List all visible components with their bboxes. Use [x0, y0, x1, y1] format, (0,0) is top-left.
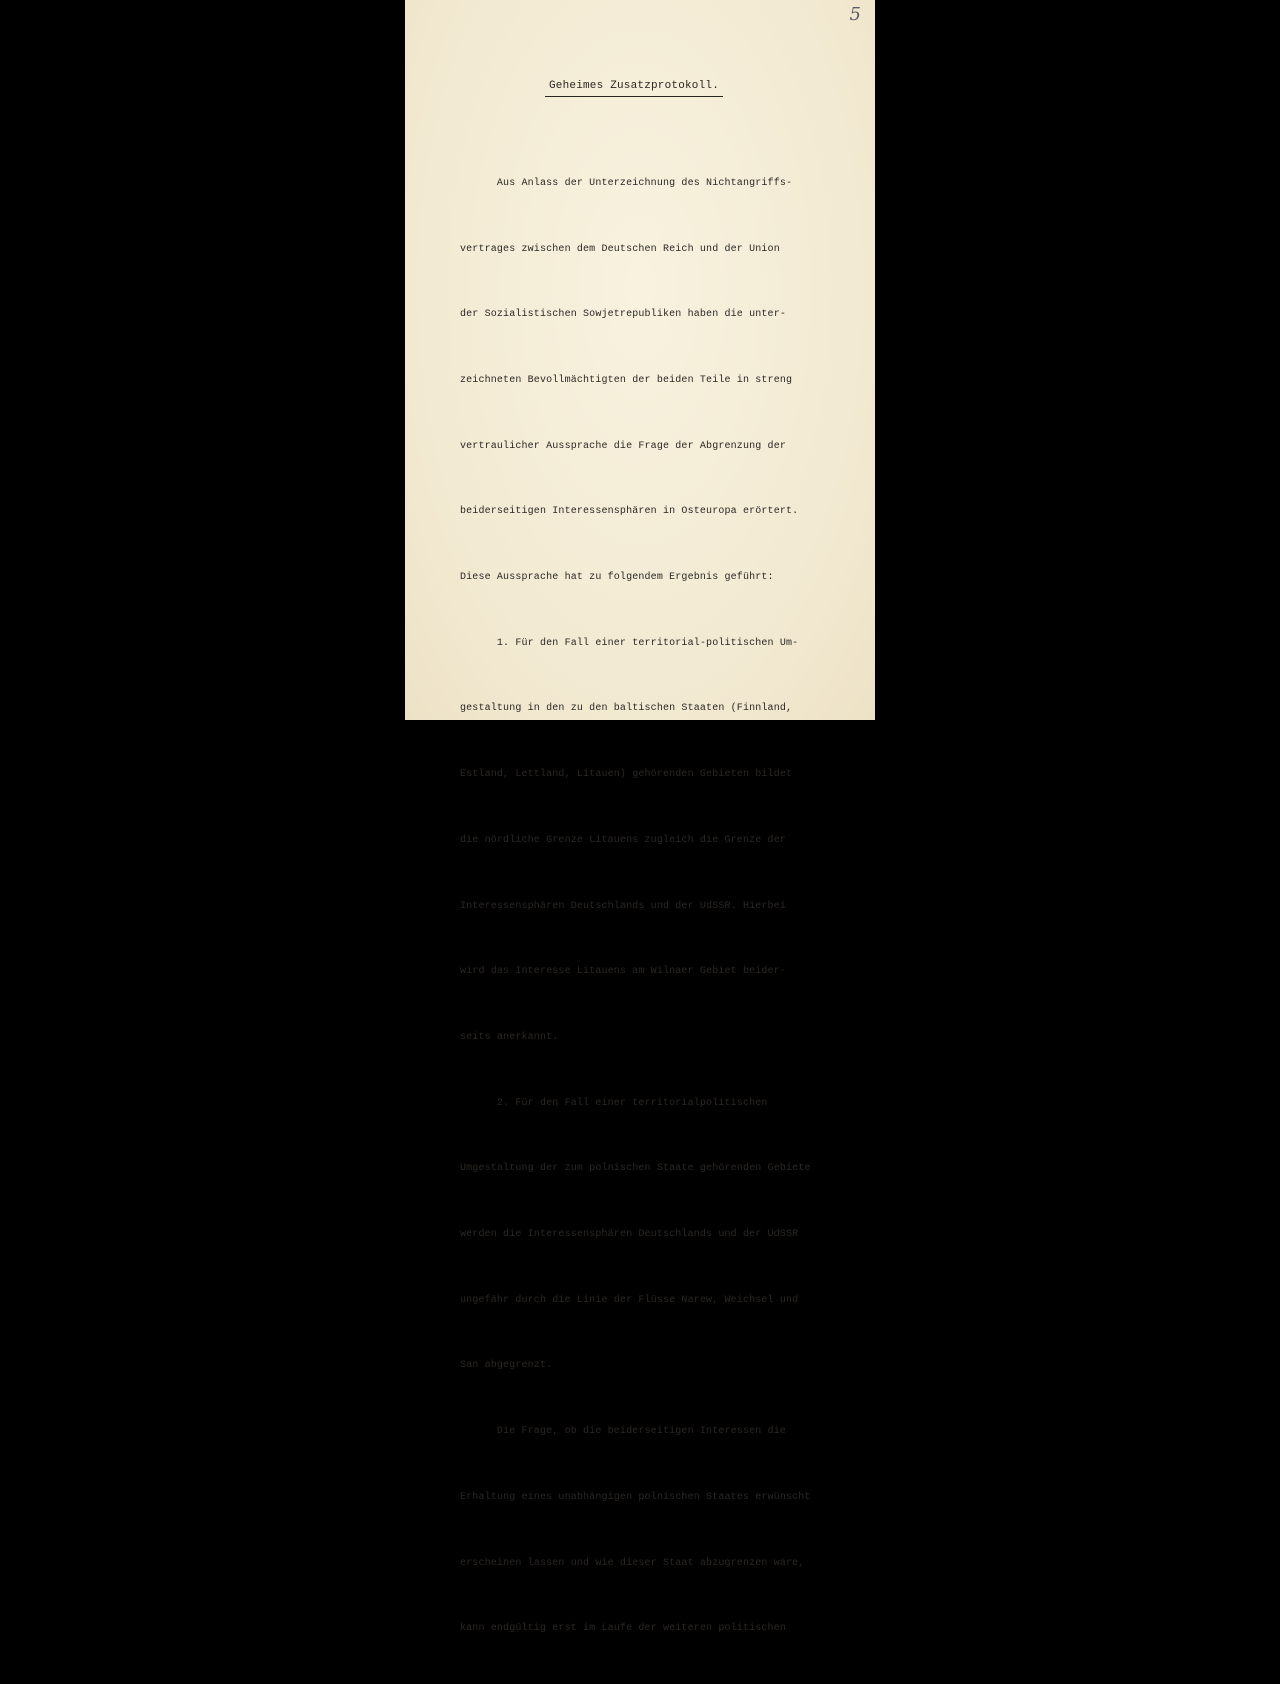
text-line: der Sozialistischen Sowjetrepubliken haben die unter-: [460, 309, 787, 321]
text-line: Interessensphären Deutschlands und der UdSSR. Hierbei: [460, 900, 787, 912]
document-page: [405, 0, 875, 1635]
text-line: Die Frage, ob die beiderseitigen Interessen die: [460, 1426, 787, 1438]
text-line: vertrages zwischen dem Deutschen Reich und der Union: [460, 243, 780, 255]
text-line: zeichneten Bevollmächtigten der beiden Teile in streng: [460, 374, 793, 386]
text-line: erscheinen lassen und wie dieser Staat abzugrenzen wäre,: [460, 1557, 805, 1569]
text-line: ungefähr durch die Linie der Flüsse Narew, Weichsel und: [460, 1294, 799, 1306]
text-line: Erhaltung eines unabhängigen polnischen Staates erwünscht: [460, 1491, 811, 1503]
text-line: wird das Interesse Litauens am Wilnaer Gebiet beider-: [460, 966, 787, 978]
text-line: Estland, Lettland, Litauen) gehörenden Gebieten bildet: [460, 769, 793, 781]
text-line: die nördliche Grenze Litauens zugleich die Grenze der: [460, 834, 787, 846]
page-number: 5: [849, 4, 861, 25]
text-line: Diese Aussprache hat zu folgendem Ergebnis geführt:: [460, 572, 774, 584]
text-line: 1. Für den Fall einer territorial-politischen Um-: [460, 637, 799, 649]
text-line: kann endgültig erst im Laufe der weiteren politischen: [460, 1623, 787, 1635]
title-text: Geheimes Zusatzprotokoll.: [545, 80, 723, 97]
text-line: Umgestaltung der zum polnischen Staate gehörenden Gebiete: [460, 1163, 811, 1175]
text-line: werden die Interessensphären Deutschlands und der UdSSR: [460, 1229, 799, 1241]
text-line: seits anerkannt.: [460, 1031, 559, 1043]
text-line: Aus Anlass der Unterzeichnung des Nichtangriffs-: [460, 177, 793, 189]
text-line: gestaltung in den zu den baltischen Staaten (Finnland,: [460, 703, 793, 715]
text-line: San abgegrenzt.: [460, 1360, 553, 1372]
document-title: [405, 80, 875, 97]
text-line: beiderseitigen Interessensphären in Osteuropa erörtert.: [460, 506, 799, 518]
body-text: [460, 129, 830, 1684]
text-line: 2. Für den Fall einer territorialpolitischen: [460, 1097, 768, 1109]
text-line: vertraulicher Aussprache die Frage der Abgrenzung der: [460, 440, 787, 452]
